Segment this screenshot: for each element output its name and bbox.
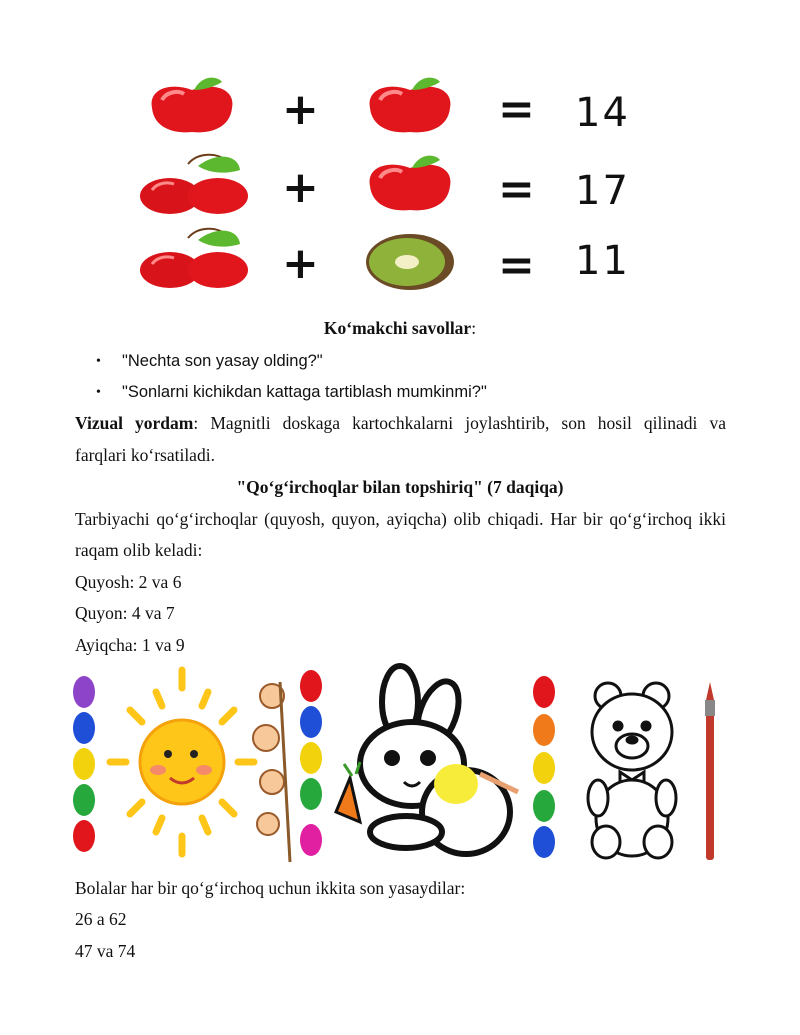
helper-heading-line xyxy=(0,318,800,338)
puzzle-result-2: 17 xyxy=(575,168,630,214)
visual-aid-line-1 xyxy=(75,413,726,433)
task-item-sun: Quyosh: 2 va 6 xyxy=(75,572,182,592)
apple-icon xyxy=(370,78,451,133)
puzzle-row-1 xyxy=(152,78,630,136)
result-intro: Bolalar har bir qo‘g‘irchoq uchun ikkita son yasaydilar: xyxy=(75,878,466,898)
plus-sign: + xyxy=(282,238,319,289)
puzzle-row-3 xyxy=(140,229,630,291)
equals-sign: = xyxy=(498,240,535,291)
helper-bullet-1: "Nechta son yasay olding?" xyxy=(122,352,323,370)
equals-sign: = xyxy=(498,164,535,215)
bullet-dot: • xyxy=(96,385,101,400)
puzzle-result-3: 11 xyxy=(575,238,630,284)
bunny-icon xyxy=(336,666,518,854)
fruit-math-puzzle xyxy=(0,0,800,310)
paintbrush-icon xyxy=(705,682,715,860)
balloon-column-icon xyxy=(73,676,95,852)
kiwi-icon xyxy=(366,234,454,290)
bear-icon xyxy=(588,683,676,858)
balloon-column-icon xyxy=(533,676,555,858)
task-intro-2: raqam olib keladi: xyxy=(75,540,203,560)
sun-icon xyxy=(110,670,254,854)
visual-aid-text: : Magnitli doskaga kartochkalarni joylashtirib, son hosil qilinadi va xyxy=(193,413,726,433)
task-intro-1: Tarbiyachi qo‘g‘irchoqlar (quyosh, quyon, ayiqcha) olib chiqadi. Har bir qo‘g‘irchoq ikki xyxy=(75,509,726,529)
task-title: "Qo‘g‘irchoqlar bilan topshiriq" (7 daqiqa) xyxy=(236,477,564,497)
plus-sign: + xyxy=(282,84,319,135)
task-item-bear: Ayiqcha: 1 va 9 xyxy=(75,635,185,655)
plus-sign: + xyxy=(282,162,319,213)
helper-heading: Ko‘makchi savollar xyxy=(323,318,472,338)
balloon-column-icon xyxy=(300,670,322,856)
visual-aid-line-2: farqlari ko‘rsatiladi. xyxy=(75,445,215,465)
bullet-dot: • xyxy=(96,354,101,369)
result-line-1: 26 a 62 xyxy=(75,909,127,929)
apple-icon xyxy=(152,78,233,133)
apple-icon xyxy=(370,156,451,211)
result-line-2: 47 va 74 xyxy=(75,941,136,961)
puzzle-row-2 xyxy=(140,155,630,215)
helper-bullet-2: "Sonlarni kichikdan kattaga tartiblash mumkinmi?" xyxy=(122,383,487,401)
coloring-illustration xyxy=(0,662,800,872)
cherries-icon xyxy=(140,155,248,214)
cherries-icon xyxy=(140,229,248,288)
task-item-bunny: Quyon: 4 va 7 xyxy=(75,603,175,623)
equals-sign: = xyxy=(498,84,535,135)
visual-aid-label: Vizual yordam xyxy=(75,413,194,433)
helper-colon: : xyxy=(471,318,477,338)
puzzle-result-1: 14 xyxy=(575,90,630,136)
kids-icon xyxy=(253,682,290,862)
